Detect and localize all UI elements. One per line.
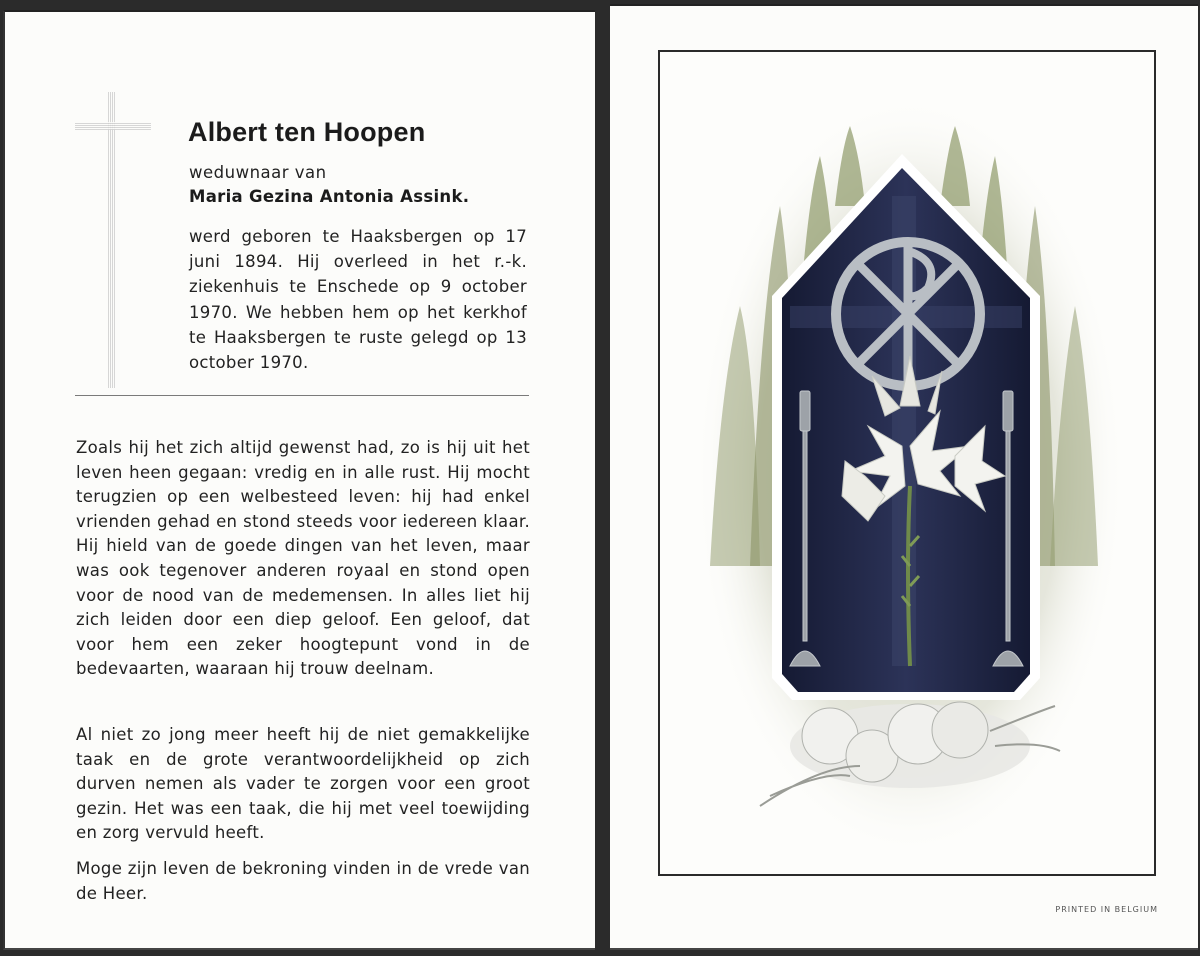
spouse-name: Maria Gezina Antonia Assink.	[189, 187, 470, 206]
memorial-paragraph-1: Zoals hij het zich altijd gewenst had, zo is hij uit het leven heen gegaan: vredig en in alle rust. Hij mocht terugzien op een welbesteed leven: hij had enkel vrienden gehad en stond steeds voor iedereen klaar. Hij hield van de goede dingen van het leven, maar was ook tegenover anderen royaal en stond open voor de nood van de medemensen. In alles liet hij zich leiden door een diep geloof. Een geloof, dat voor hem een zeker hoogtepunt vond in de bedevaarten, waaraan hij trouw deelnam.	[76, 438, 530, 679]
memorial-illustration	[610, 6, 1198, 952]
left-card	[3, 10, 595, 950]
divider-line	[75, 395, 529, 396]
cross-horizontal-bar	[75, 122, 151, 130]
widow-of-label: weduwnaar van	[189, 163, 327, 182]
printer-mark: PRINTED IN BELGIUM	[1055, 905, 1158, 914]
biography-text: werd geboren te Haaksbergen op 17 juni 1894. Hij overleed in het r.-k. ziekenhuis te Enschede op 9 october 1970. We hebben hem op het kerkhof te Haaksbergen te ruste gelegd op 13 october 1970.	[189, 227, 527, 373]
memorial-paragraph-3: Moge zijn leven de bekroning vinden in de vrede van de Heer.	[76, 859, 530, 903]
deceased-name: Albert ten Hoopen	[188, 117, 426, 147]
right-card	[610, 4, 1198, 950]
cross-vertical-bar	[108, 92, 116, 388]
memorial-paragraph-2: Al niet zo jong meer heeft hij de niet gemakkelijke taak en de grote verantwoordelijkheid op zich durven nemen als vader te zorgen voor een groot gezin. Het was een taak, die hij met veel toewijding en zorg vervuld heeft.	[76, 725, 530, 843]
